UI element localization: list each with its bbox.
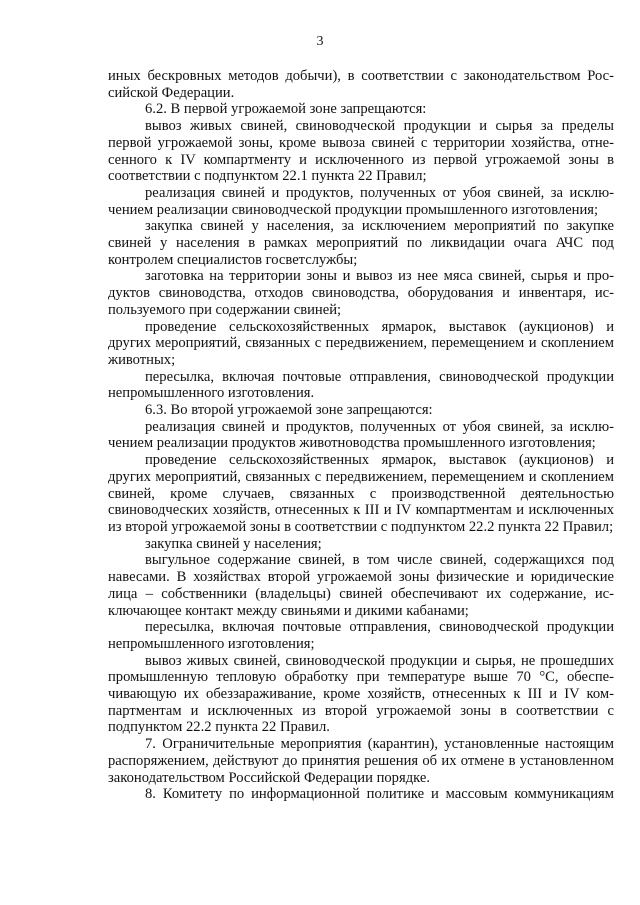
paragraph-6-3-item-4: выгульное содержание свиней, в том числе свиней, содержащихся под навесами. В хозяйствах второй угрожаемой зоны физические и юридические лица – собственники (владельцы) свиней обеспечивают их содержание, исключающее контакт между свиньями и дикими кабанами; [108,552,614,619]
paragraph-6-3-item-3: закупка свиней у населения; [145,535,322,552]
paragraph-6-2-item-6: пересылка, включая почтовые отправления, свиноводческой продукции непромышленного изготовления. [108,368,614,402]
document-body [108,68,614,803]
page-number: 3 [316,34,324,49]
paragraph-continuation: иных бескровных методов добычи), в соответствии с законодательством Российской Федерации. [108,68,614,101]
paragraph-6-2-item-2: реализация свиней и продуктов, полученных от убоя свиней, за исключением реализации свиноводческой продукции промышленного изготовления; [108,184,614,218]
paragraph-6-3-item-2: проведение сельскохозяйственных ярмарок, выставок (аукционов) и других мероприятий, связанных с передвижением, перемещением и скоплением свиней, кроме случаев, связанных с производственной деятельностью свиноводческих хозяйств, отнесенных к III и IV компартментам и исключенных из второй угрожаемой зоны в соответствии с подпунктом 22.2 пункта 22 Правил; [108,452,614,535]
paragraph-6-3-item-1: реализация свиней и продуктов, полученных от убоя свиней, за исключением реализации продуктов животноводства промышленного изготовления; [108,418,614,452]
paragraph-6-2-item-3: закупка свиней у населения, за исключением мероприятий по закупке свиней у населения в рамках мероприятий по ликвидации очага АЧС под контролем специалистов госветслужбы; [108,218,614,268]
section-heading-6-3: 6.3. Во второй угрожаемой зоне запрещаются: [145,402,433,419]
paragraph-7: 7. Ограничительные мероприятия (карантин), установленные настоящим распоряжением, действуют до принятия решения об их отмене в установленном законодательством Российской Федерации порядке. [108,736,614,786]
paragraph-6-2-item-4: заготовка на территории зоны и вывоз из нее мяса свиней, сырья и продуктов свиноводства, отходов свиноводства, оборудования и инвентаря, используемого при содержании свиней; [108,268,614,318]
paragraph-8: 8. Комитету по информационной политике и массовым коммуникациям [145,786,614,803]
paragraph-6-3-item-5: пересылка, включая почтовые отправления, свиноводческой продукции непромышленного изготовления; [108,619,614,652]
paragraph-6-2-item-1: вывоз живых свиней, свиноводческой продукции и сырья за пределы первой угрожаемой зоны, кроме вывоза свиней с территории хозяйства, отнесенного к IV компартменту и исключенного из первой угрожаемой зоны в соответствии с подпунктом 22.1 пункта 22 Правил; [108,118,614,185]
section-heading-6-2: 6.2. В первой угрожаемой зоне запрещаются: [145,101,427,118]
paragraph-6-3-item-6: вывоз живых свиней, свиноводческой продукции и сырья, не прошедших промышленную тепловую обработку при температуре выше 70 °С, обеспечивающую их обеззараживание, кроме хозяйств, отнесенных к III и IV компартментам и исключенных из второй угрожаемой зоны в соответствии с подпунктом 22.2 пункта 22 Правил. [108,652,614,736]
paragraph-6-2-item-5: проведение сельскохозяйственных ярмарок, выставок (аукционов) и других мероприятий, связанных с передвижением, перемещением и скоплением животных; [108,318,614,368]
